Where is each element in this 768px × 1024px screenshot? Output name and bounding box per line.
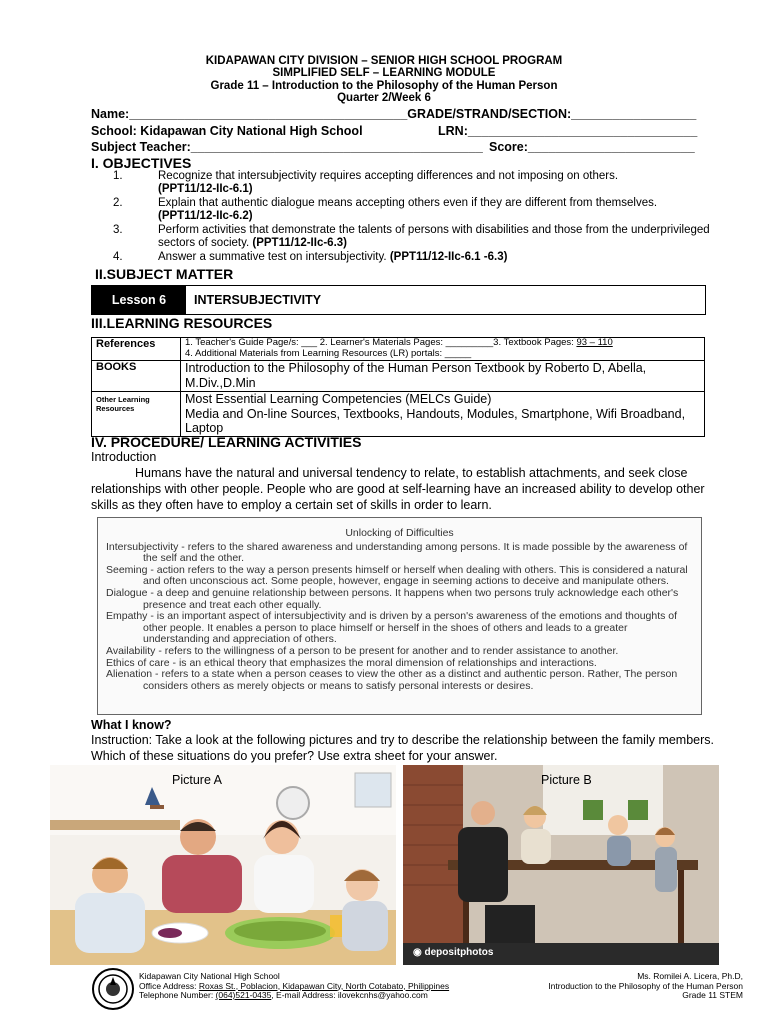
footer-author-info: Ms. Romilei A. Licera, Ph.D, Introduction to the Philosophy of the Human Person Grade 11 STEM <box>548 971 743 1000</box>
glossary-item: Dialogue - a deep and genuine relationship between persons. It happens when two persons truly acknowledge each other's presence and treat each other equally. <box>106 586 679 611</box>
what-i-know-instruction: Instruction: Take a look at the following pictures and try to describe the relationship between the family members. Which of these situations do you prefer? Use extra sheet for your answer. <box>91 733 715 763</box>
unlocking-difficulties-box <box>97 517 702 715</box>
module-header-title: SIMPLIFIED SELF – LEARNING MODULE <box>272 67 496 79</box>
score-field-line: Score:________________________ <box>489 140 695 154</box>
picture-b-photo <box>403 765 719 965</box>
module-header-quarter: Quarter 2/Week 6 <box>337 92 431 104</box>
learning-resources-table <box>91 337 705 437</box>
objectives-heading: I. OBJECTIVES <box>91 155 192 171</box>
depositphotos-logo-icon: ◉ <box>413 947 425 958</box>
subject-matter-heading: II.SUBJECT MATTER <box>95 266 234 282</box>
school-seal-icon <box>92 968 134 1010</box>
objectives-list: 1. Recognize that intersubjectivity requires accepting differences and not imposing on others. (PPT11/12-IIc-6.1) 2. Explain that authentic dialogue means accepting others even if they are different from themselves. (PPT11/12-IIc-6.2) 3. Perform activities that demonstrate the talents of persons with disabilities and those from the underprivileged sectors of society. (PPT11/12-IIc-6.3) 4. Answer a summative test on intersubjectivity. (PPT11/12-IIc-6.1 -6.3) <box>113 170 710 263</box>
picture-b-watermark: ◉ depositphotos <box>413 947 494 958</box>
references-label: References <box>92 338 181 361</box>
name-field-line: Name:________________________________________GRADE/STRAND/SECTION:__________________ <box>91 107 697 121</box>
books-cell: Introduction to the Philosophy of the Human Person Textbook by Roberto D, Abella, M.Div.,D.Min <box>181 361 705 392</box>
footer-school-info: Kidapawan City National High School Office Address: Roxas St., Poblacion, Kidapawan City, North Cotabato, Philippines Telephone Number: (064)521-0435, E-mail Address: ilovekcnhs@yahoo.com <box>139 971 450 1000</box>
glossary-item: Intersubjectivity - refers to the shared awareness and understanding among persons. It is made possible by the awareness of the self and the other. <box>106 540 688 565</box>
glossary-item: Alienation - refers to a state when a person ceases to view the other as a distinct and authentic person. Rather, The person considers others as merely objects or means to satisfy personal interests or desires. <box>106 668 678 692</box>
glossary-item: Availability - refers to the willingness of a person to be present for another and to render assistance to another. <box>106 644 619 657</box>
lesson-number-label: Lesson 6 <box>92 286 186 314</box>
glossary-item: Ethics of care - is an ethical theory that emphasizes the moral dimension of relationships and interactions. <box>106 656 597 669</box>
other-resources-cell: Most Essential Learning Competencies (MELCs Guide) Media and On-line Sources, Textbooks, Handouts, Modules, Smartphone, Wifi Broadband, Laptop <box>181 392 705 437</box>
picture-a-label: Picture A <box>172 773 223 787</box>
unlocking-difficulties-title: Unlocking of Difficulties <box>345 527 454 539</box>
lrn-field-line: LRN:_________________________________ <box>438 124 698 138</box>
module-header-subject: Grade 11 – Introduction to the Philosophy of the Human Person <box>210 80 558 92</box>
references-cell: 1. Teacher's Guide Page/s: ___ 2. Learner's Materials Pages: _________3. Textbook Pages: 93 – 110 4. Additional Materials from Learning Resources (LR) portals: _____ <box>181 338 705 361</box>
glossary-item: Seeming - action refers to the way a person presents himself or herself when dealing with others. This is considered a natural and often unconscious act. Some people, however, engage in seeming actions to deceive and manipulate others. <box>106 563 688 588</box>
module-header-division: KIDAPAWAN CITY DIVISION – SENIOR HIGH SCHOOL PROGRAM <box>205 55 563 67</box>
glossary-item: Empathy - is an important aspect of intersubjectivity and is driven by a person's awareness of the emotions and thoughts of other people. It enables a person to place himself or herself in the shoes of others and leads to a greater understanding and appreciation of others. <box>106 610 678 646</box>
family-dinner-illustration <box>403 765 719 965</box>
introduction-paragraph: Humans have the natural and universal tendency to relate, to establish attachments, and seek close relationships with other people. People who are good at self-learning have an increased ability to develop other skills as they often have to employ a certain set of skills in order to learn. <box>91 466 705 512</box>
school-line: School: Kidapawan City National High School <box>91 124 363 138</box>
subject-teacher-line: Subject Teacher:__________________________________________ <box>91 140 483 154</box>
introduction-label: Introduction <box>91 450 157 464</box>
other-resources-label: Other Learning Resources <box>92 392 181 437</box>
books-label: BOOKS <box>92 361 181 392</box>
family-breakfast-illustration <box>50 765 396 965</box>
learning-resources-heading: III.LEARNING RESOURCES <box>91 315 273 331</box>
picture-b-label: Picture B <box>541 773 592 787</box>
procedure-heading: IV. PROCEDURE/ LEARNING ACTIVITIES <box>91 434 362 450</box>
lesson-title: INTERSUBJECTIVITY <box>194 293 322 307</box>
what-i-know-heading: What I know? <box>91 718 172 732</box>
picture-a-photo <box>50 765 396 965</box>
school-seal-logo <box>92 968 134 1010</box>
